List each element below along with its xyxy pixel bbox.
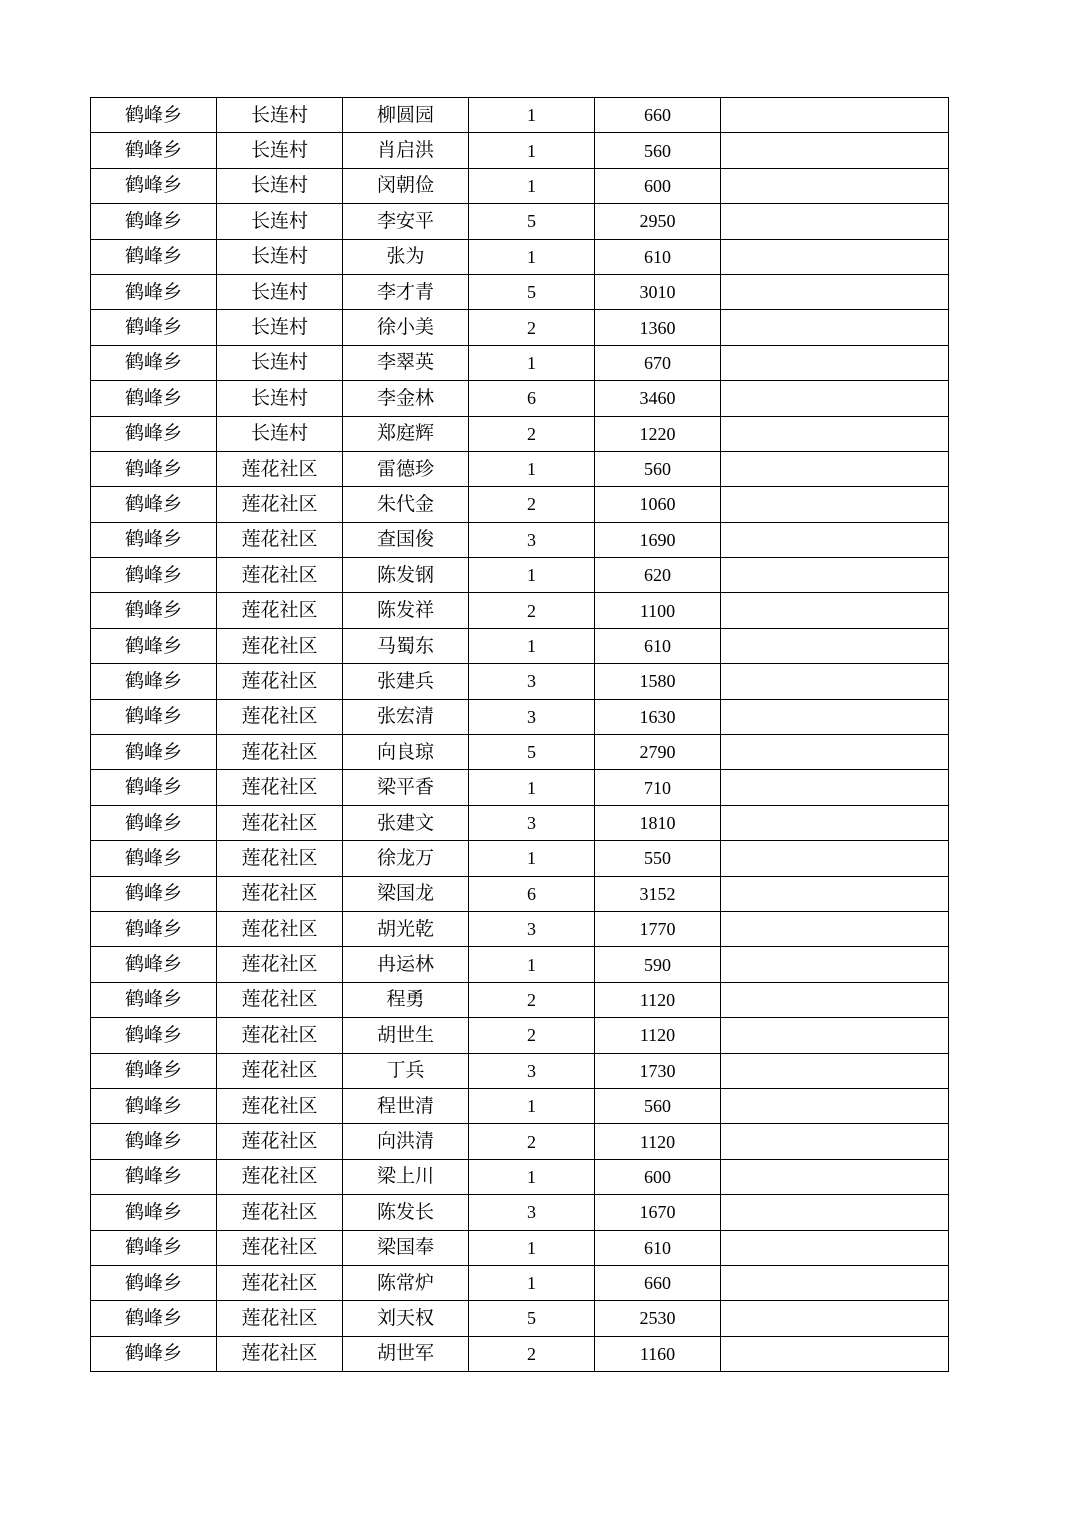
cell-amount: 590 [595, 947, 721, 982]
cell-name: 李翠英 [343, 345, 469, 380]
cell-household-count: 2 [469, 416, 595, 451]
cell-village: 长连村 [217, 274, 343, 309]
table-row [91, 1124, 949, 1159]
cell-note [721, 204, 949, 239]
table-row [91, 699, 949, 734]
cell-town: 鹤峰乡 [91, 1159, 217, 1194]
cell-note [721, 168, 949, 203]
cell-amount: 560 [595, 1088, 721, 1123]
cell-note [721, 133, 949, 168]
table-row [91, 204, 949, 239]
cell-village: 长连村 [217, 381, 343, 416]
cell-town: 鹤峰乡 [91, 735, 217, 770]
cell-amount: 550 [595, 841, 721, 876]
cell-village: 莲花社区 [217, 487, 343, 522]
table-row [91, 841, 949, 876]
cell-town: 鹤峰乡 [91, 1301, 217, 1336]
cell-note [721, 735, 949, 770]
cell-household-count: 1 [469, 98, 595, 133]
cell-town: 鹤峰乡 [91, 1230, 217, 1265]
cell-name: 梁上川 [343, 1159, 469, 1194]
cell-name: 陈常炉 [343, 1265, 469, 1300]
cell-note [721, 1088, 949, 1123]
table-row [91, 345, 949, 380]
cell-name: 胡光乾 [343, 911, 469, 946]
cell-name: 柳圆园 [343, 98, 469, 133]
cell-household-count: 3 [469, 911, 595, 946]
cell-household-count: 1 [469, 947, 595, 982]
cell-household-count: 6 [469, 381, 595, 416]
cell-town: 鹤峰乡 [91, 204, 217, 239]
cell-amount: 1670 [595, 1195, 721, 1230]
cell-amount: 3460 [595, 381, 721, 416]
cell-household-count: 1 [469, 239, 595, 274]
cell-village: 长连村 [217, 98, 343, 133]
cell-amount: 610 [595, 1230, 721, 1265]
table-row [91, 239, 949, 274]
cell-name: 陈发钢 [343, 558, 469, 593]
cell-amount: 1160 [595, 1336, 721, 1371]
cell-amount: 1120 [595, 1018, 721, 1053]
cell-town: 鹤峰乡 [91, 664, 217, 699]
cell-village: 莲花社区 [217, 1195, 343, 1230]
cell-amount: 1630 [595, 699, 721, 734]
cell-name: 程勇 [343, 982, 469, 1017]
cell-note [721, 664, 949, 699]
table-row [91, 735, 949, 770]
cell-household-count: 1 [469, 168, 595, 203]
table-row [91, 1301, 949, 1336]
cell-amount: 610 [595, 239, 721, 274]
cell-town: 鹤峰乡 [91, 593, 217, 628]
cell-household-count: 1 [469, 1159, 595, 1194]
cell-village: 长连村 [217, 310, 343, 345]
cell-village: 莲花社区 [217, 451, 343, 486]
table-row [91, 98, 949, 133]
cell-town: 鹤峰乡 [91, 98, 217, 133]
cell-household-count: 2 [469, 982, 595, 1017]
cell-note [721, 558, 949, 593]
cell-household-count: 3 [469, 805, 595, 840]
cell-note [721, 381, 949, 416]
cell-village: 莲花社区 [217, 1336, 343, 1371]
cell-name: 刘天权 [343, 1301, 469, 1336]
table-row [91, 1018, 949, 1053]
cell-village: 莲花社区 [217, 664, 343, 699]
cell-name: 张为 [343, 239, 469, 274]
cell-town: 鹤峰乡 [91, 1195, 217, 1230]
cell-note [721, 487, 949, 522]
cell-household-count: 2 [469, 487, 595, 522]
table-row [91, 805, 949, 840]
cell-note [721, 1230, 949, 1265]
cell-village: 莲花社区 [217, 805, 343, 840]
cell-town: 鹤峰乡 [91, 699, 217, 734]
cell-village: 莲花社区 [217, 982, 343, 1017]
cell-amount: 1360 [595, 310, 721, 345]
cell-village: 莲花社区 [217, 735, 343, 770]
table-row [91, 168, 949, 203]
cell-household-count: 1 [469, 628, 595, 663]
cell-amount: 1220 [595, 416, 721, 451]
cell-village: 长连村 [217, 133, 343, 168]
cell-town: 鹤峰乡 [91, 1053, 217, 1088]
cell-household-count: 1 [469, 1230, 595, 1265]
cell-note [721, 770, 949, 805]
cell-note [721, 345, 949, 380]
cell-name: 张建文 [343, 805, 469, 840]
records-table-body [91, 98, 949, 1372]
cell-name: 张建兵 [343, 664, 469, 699]
cell-household-count: 1 [469, 451, 595, 486]
cell-note [721, 1018, 949, 1053]
table-row [91, 911, 949, 946]
cell-amount: 1580 [595, 664, 721, 699]
cell-town: 鹤峰乡 [91, 133, 217, 168]
cell-amount: 3152 [595, 876, 721, 911]
cell-village: 莲花社区 [217, 522, 343, 557]
cell-village: 长连村 [217, 168, 343, 203]
table-row [91, 1159, 949, 1194]
cell-note [721, 1195, 949, 1230]
table-row [91, 487, 949, 522]
cell-note [721, 911, 949, 946]
cell-household-count: 5 [469, 1301, 595, 1336]
table-row [91, 1053, 949, 1088]
cell-note [721, 522, 949, 557]
table-row [91, 451, 949, 486]
cell-amount: 670 [595, 345, 721, 380]
cell-amount: 1810 [595, 805, 721, 840]
cell-town: 鹤峰乡 [91, 947, 217, 982]
cell-town: 鹤峰乡 [91, 239, 217, 274]
cell-name: 向良琼 [343, 735, 469, 770]
cell-household-count: 2 [469, 1018, 595, 1053]
cell-household-count: 1 [469, 345, 595, 380]
cell-town: 鹤峰乡 [91, 345, 217, 380]
cell-note [721, 699, 949, 734]
cell-household-count: 5 [469, 204, 595, 239]
cell-household-count: 3 [469, 664, 595, 699]
cell-household-count: 2 [469, 593, 595, 628]
cell-name: 向洪清 [343, 1124, 469, 1159]
cell-name: 程世清 [343, 1088, 469, 1123]
cell-amount: 2950 [595, 204, 721, 239]
table-row [91, 310, 949, 345]
cell-village: 莲花社区 [217, 593, 343, 628]
cell-town: 鹤峰乡 [91, 628, 217, 663]
cell-household-count: 3 [469, 1195, 595, 1230]
cell-note [721, 805, 949, 840]
cell-note [721, 1053, 949, 1088]
cell-town: 鹤峰乡 [91, 911, 217, 946]
table-row [91, 416, 949, 451]
cell-note [721, 982, 949, 1017]
cell-village: 莲花社区 [217, 1159, 343, 1194]
cell-name: 马蜀东 [343, 628, 469, 663]
cell-village: 长连村 [217, 204, 343, 239]
cell-village: 莲花社区 [217, 558, 343, 593]
cell-name: 徐小美 [343, 310, 469, 345]
cell-amount: 600 [595, 168, 721, 203]
cell-village: 莲花社区 [217, 1230, 343, 1265]
cell-amount: 560 [595, 133, 721, 168]
cell-village: 莲花社区 [217, 841, 343, 876]
cell-household-count: 1 [469, 841, 595, 876]
cell-village: 莲花社区 [217, 770, 343, 805]
cell-household-count: 1 [469, 133, 595, 168]
table-row [91, 1230, 949, 1265]
cell-amount: 1770 [595, 911, 721, 946]
cell-note [721, 1301, 949, 1336]
cell-amount: 2790 [595, 735, 721, 770]
cell-name: 查国俊 [343, 522, 469, 557]
cell-town: 鹤峰乡 [91, 1336, 217, 1371]
table-row [91, 982, 949, 1017]
cell-amount: 600 [595, 1159, 721, 1194]
cell-name: 闵朝俭 [343, 168, 469, 203]
cell-name: 张宏清 [343, 699, 469, 734]
cell-village: 莲花社区 [217, 1053, 343, 1088]
cell-note [721, 239, 949, 274]
cell-town: 鹤峰乡 [91, 310, 217, 345]
cell-note [721, 416, 949, 451]
cell-amount: 620 [595, 558, 721, 593]
cell-name: 朱代金 [343, 487, 469, 522]
cell-name: 李才青 [343, 274, 469, 309]
cell-village: 莲花社区 [217, 1124, 343, 1159]
cell-amount: 1730 [595, 1053, 721, 1088]
cell-household-count: 2 [469, 310, 595, 345]
cell-amount: 660 [595, 1265, 721, 1300]
cell-amount: 1120 [595, 982, 721, 1017]
cell-note [721, 947, 949, 982]
cell-village: 长连村 [217, 416, 343, 451]
table-row [91, 274, 949, 309]
table-row [91, 1336, 949, 1371]
cell-name: 李安平 [343, 204, 469, 239]
cell-town: 鹤峰乡 [91, 451, 217, 486]
cell-note [721, 593, 949, 628]
cell-village: 莲花社区 [217, 1018, 343, 1053]
cell-name: 陈发长 [343, 1195, 469, 1230]
cell-town: 鹤峰乡 [91, 876, 217, 911]
cell-village: 莲花社区 [217, 911, 343, 946]
cell-amount: 710 [595, 770, 721, 805]
table-row [91, 628, 949, 663]
cell-name: 梁国龙 [343, 876, 469, 911]
cell-note [721, 274, 949, 309]
cell-note [721, 451, 949, 486]
document-page [90, 97, 949, 1372]
cell-note [721, 841, 949, 876]
cell-town: 鹤峰乡 [91, 381, 217, 416]
cell-household-count: 5 [469, 274, 595, 309]
cell-village: 长连村 [217, 239, 343, 274]
cell-name: 冉运林 [343, 947, 469, 982]
table-row [91, 522, 949, 557]
cell-village: 长连村 [217, 345, 343, 380]
cell-town: 鹤峰乡 [91, 841, 217, 876]
table-row [91, 770, 949, 805]
cell-household-count: 1 [469, 558, 595, 593]
cell-village: 莲花社区 [217, 699, 343, 734]
cell-amount: 560 [595, 451, 721, 486]
cell-town: 鹤峰乡 [91, 1018, 217, 1053]
table-row [91, 1088, 949, 1123]
cell-amount: 3010 [595, 274, 721, 309]
cell-village: 莲花社区 [217, 947, 343, 982]
cell-note [721, 1265, 949, 1300]
cell-town: 鹤峰乡 [91, 805, 217, 840]
cell-note [721, 1124, 949, 1159]
table-row [91, 593, 949, 628]
cell-amount: 1060 [595, 487, 721, 522]
cell-name: 梁平香 [343, 770, 469, 805]
table-row [91, 876, 949, 911]
cell-village: 莲花社区 [217, 1088, 343, 1123]
cell-note [721, 628, 949, 663]
table-row [91, 947, 949, 982]
cell-name: 肖启洪 [343, 133, 469, 168]
table-row [91, 1265, 949, 1300]
table-row [91, 664, 949, 699]
cell-name: 雷德珍 [343, 451, 469, 486]
cell-amount: 1100 [595, 593, 721, 628]
cell-town: 鹤峰乡 [91, 416, 217, 451]
cell-name: 陈发祥 [343, 593, 469, 628]
cell-town: 鹤峰乡 [91, 982, 217, 1017]
cell-village: 莲花社区 [217, 876, 343, 911]
cell-household-count: 1 [469, 1265, 595, 1300]
cell-note [721, 310, 949, 345]
cell-village: 莲花社区 [217, 1301, 343, 1336]
cell-village: 莲花社区 [217, 628, 343, 663]
cell-name: 胡世军 [343, 1336, 469, 1371]
cell-amount: 660 [595, 98, 721, 133]
table-row [91, 133, 949, 168]
cell-household-count: 1 [469, 1088, 595, 1123]
cell-note [721, 98, 949, 133]
cell-village: 莲花社区 [217, 1265, 343, 1300]
cell-name: 徐龙万 [343, 841, 469, 876]
cell-name: 胡世生 [343, 1018, 469, 1053]
cell-town: 鹤峰乡 [91, 168, 217, 203]
cell-amount: 1120 [595, 1124, 721, 1159]
cell-name: 梁国奉 [343, 1230, 469, 1265]
cell-town: 鹤峰乡 [91, 274, 217, 309]
cell-town: 鹤峰乡 [91, 522, 217, 557]
cell-amount: 610 [595, 628, 721, 663]
cell-note [721, 876, 949, 911]
cell-town: 鹤峰乡 [91, 770, 217, 805]
cell-name: 郑庭辉 [343, 416, 469, 451]
cell-household-count: 3 [469, 699, 595, 734]
cell-household-count: 2 [469, 1336, 595, 1371]
cell-household-count: 3 [469, 522, 595, 557]
cell-household-count: 6 [469, 876, 595, 911]
cell-name: 李金林 [343, 381, 469, 416]
table-row [91, 381, 949, 416]
cell-town: 鹤峰乡 [91, 1124, 217, 1159]
cell-household-count: 2 [469, 1124, 595, 1159]
records-table [90, 97, 949, 1372]
cell-town: 鹤峰乡 [91, 487, 217, 522]
cell-name: 丁兵 [343, 1053, 469, 1088]
cell-note [721, 1159, 949, 1194]
cell-amount: 1690 [595, 522, 721, 557]
cell-household-count: 1 [469, 770, 595, 805]
table-row [91, 1195, 949, 1230]
cell-town: 鹤峰乡 [91, 558, 217, 593]
cell-note [721, 1336, 949, 1371]
cell-town: 鹤峰乡 [91, 1265, 217, 1300]
cell-town: 鹤峰乡 [91, 1088, 217, 1123]
cell-household-count: 5 [469, 735, 595, 770]
cell-household-count: 3 [469, 1053, 595, 1088]
cell-amount: 2530 [595, 1301, 721, 1336]
table-row [91, 558, 949, 593]
